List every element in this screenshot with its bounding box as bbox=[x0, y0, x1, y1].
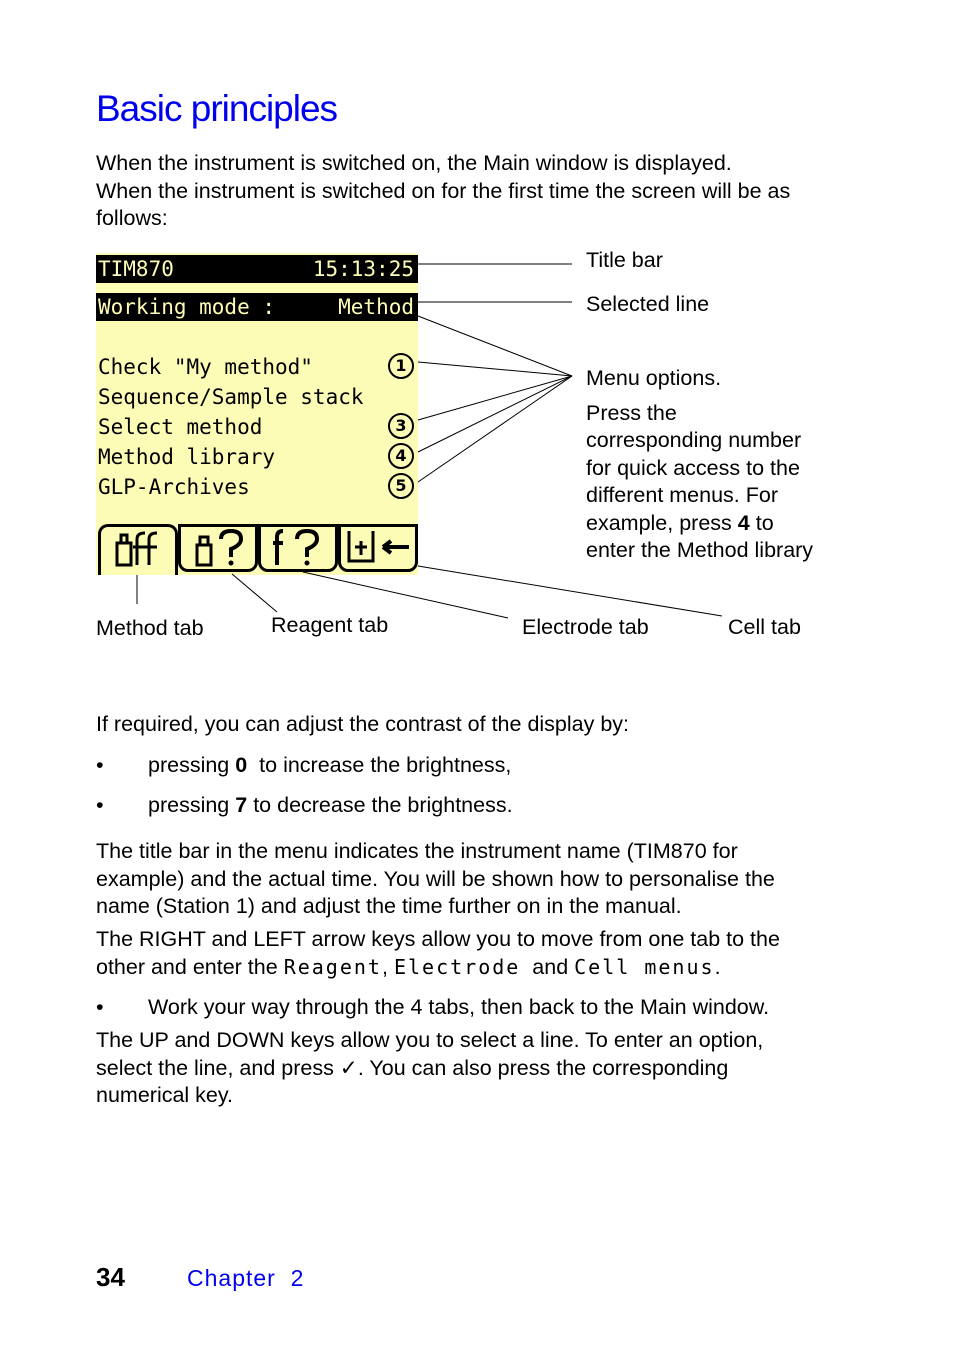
lcd-working-mode-value: Method bbox=[338, 295, 414, 319]
callout-example-key: 4 bbox=[737, 510, 750, 535]
chapter-label: Chapter 2 bbox=[187, 1265, 305, 1291]
cell-menu-name: Cell menus bbox=[574, 954, 715, 979]
bullet-dot: • bbox=[96, 995, 104, 1019]
lcd-menu-item: GLP-Archives bbox=[98, 475, 250, 499]
lcd-menu-item: Check "My method" bbox=[98, 355, 313, 379]
number-3-icon: 3 bbox=[388, 413, 414, 439]
bullet-tabs-text: Work your way through the 4 tabs, then back to the Main window. bbox=[148, 995, 770, 1019]
callout-menu-options bbox=[586, 365, 813, 565]
arrow-keys-line-2 bbox=[96, 954, 836, 982]
number-5-icon: 5 bbox=[388, 473, 414, 499]
page-number: 34 bbox=[96, 1262, 125, 1292]
intro-line-1: When the instrument is switched on, the Main window is displayed. bbox=[96, 151, 732, 175]
arrow-keys-comma: , bbox=[381, 954, 388, 979]
lcd-menu-item: Select method bbox=[98, 415, 263, 439]
bullet-1-post: to increase the brightness, bbox=[259, 753, 512, 777]
number-4-icon: 4 bbox=[388, 443, 414, 469]
lcd-menu-item: Sequence/Sample stack bbox=[98, 385, 364, 409]
callout-corresponding-number: corresponding number bbox=[586, 428, 802, 452]
bullet-work-through-tabs bbox=[96, 994, 856, 1022]
arrow-keys-paragraph bbox=[96, 926, 836, 981]
callout-cell-tab: Cell tab bbox=[728, 615, 801, 639]
number-1-icon: 1 bbox=[388, 353, 414, 379]
callout-example-to: to bbox=[755, 510, 774, 535]
callout-electrode-tab: Electrode tab bbox=[522, 615, 649, 639]
arrow-keys-and: and bbox=[532, 954, 569, 979]
page-title: Basic principles bbox=[96, 88, 338, 129]
electrode-menu-name: Electrode bbox=[393, 954, 521, 979]
bullet-2-post: to decrease the brightness. bbox=[253, 793, 513, 817]
bullet-dot: • bbox=[96, 793, 104, 817]
bullet-1-pre: pressing bbox=[148, 753, 230, 777]
bullet-dot: • bbox=[96, 753, 104, 777]
bullet-1-key: 0 bbox=[235, 753, 248, 777]
callout-press-the: Press the bbox=[586, 400, 677, 425]
intro-line-2: When the instrument is switched on for the first time the screen will be as follows: bbox=[96, 178, 791, 230]
bullet-2-key: 7 bbox=[235, 793, 248, 817]
up-down-paragraph: The UP and DOWN keys allow you to select a line. To enter an option, select the line, and press ✓. You can also press the corresponding numerical key. bbox=[96, 1028, 764, 1107]
callout-title-bar: Title bar bbox=[586, 248, 663, 272]
lcd-instrument-name: TIM870 bbox=[98, 257, 174, 281]
contrast-intro: If required, you can adjust the contrast of the display by: bbox=[96, 712, 630, 736]
lcd-menu-item: Method library bbox=[98, 445, 276, 469]
arrow-keys-period: . bbox=[714, 954, 721, 979]
callout-example bbox=[586, 510, 813, 538]
arrow-keys-line-1: The RIGHT and LEFT arrow keys allow you to move from one tab to the bbox=[96, 927, 780, 951]
callout-enter-method: enter the Method library bbox=[586, 538, 814, 562]
title-bar-paragraph: The title bar in the menu indicates the instrument name (TIM870 for example) and the actual time. You will be shown how to personalise the name (Station 1) and adjust the time further on in the manual. bbox=[96, 839, 775, 918]
lcd-time: 15:13:25 bbox=[312, 257, 414, 281]
callout-different-menus: different menus. For bbox=[586, 483, 778, 507]
lcd-working-mode-label: Working mode : bbox=[98, 295, 276, 319]
arrow-keys-pre: other and enter the bbox=[96, 954, 278, 979]
bullet-2-pre: pressing bbox=[148, 793, 230, 817]
bullet-decrease-brightness bbox=[96, 792, 696, 820]
reagent-menu-name: Reagent bbox=[283, 954, 382, 979]
callout-selected-line: Selected line bbox=[586, 292, 710, 316]
callout-example-press: example, press bbox=[586, 510, 732, 535]
callout-reagent-tab: Reagent tab bbox=[271, 613, 389, 637]
callout-menu-options-title: Menu options. bbox=[586, 366, 722, 390]
callout-method-tab: Method tab bbox=[96, 616, 204, 640]
bullet-increase-brightness bbox=[96, 752, 696, 780]
callout-quick-access: for quick access to the bbox=[586, 455, 800, 480]
